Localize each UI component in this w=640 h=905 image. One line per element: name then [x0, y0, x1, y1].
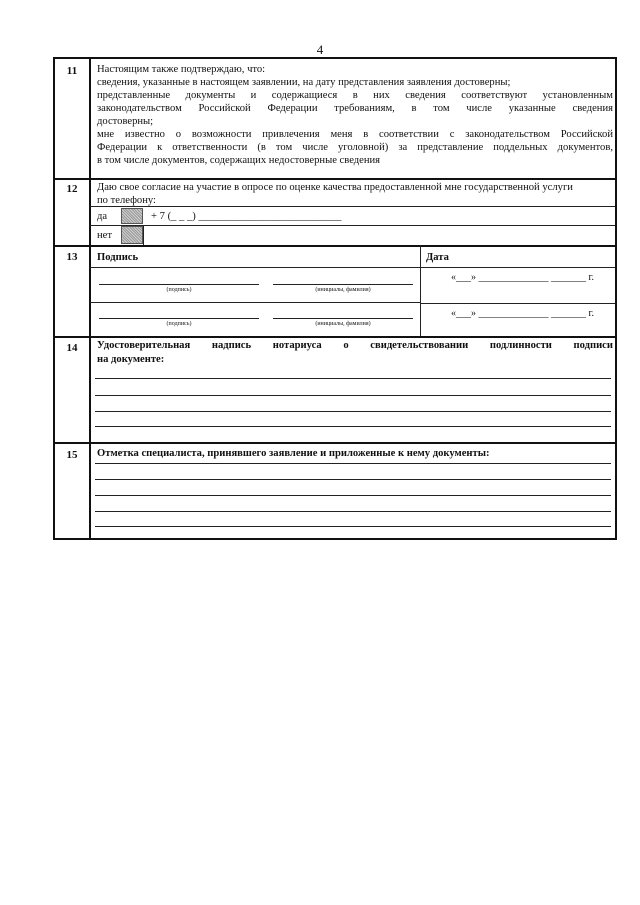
date-field-1[interactable]: «___» ______________ _______ г.	[451, 272, 594, 283]
row-divider-13-14	[55, 336, 615, 338]
row-number-12: 12	[66, 183, 78, 195]
signature-line-2[interactable]	[99, 318, 259, 319]
row11-line-6: мне известно о возможности привлечения меня в соответствии с законодательством Российской	[97, 129, 613, 140]
specialist-line-1[interactable]	[95, 463, 611, 464]
phone-yes-label: да	[97, 211, 108, 222]
notary-line-1[interactable]	[95, 378, 611, 379]
row11-line-2: сведения, указанные в настоящем заявлении, на дату представления заявления достоверны;	[97, 77, 511, 88]
signature-caption-2: (подпись)	[166, 321, 192, 327]
phone-no-checkbox[interactable]	[121, 226, 143, 244]
row11-line-5: достоверны;	[97, 116, 154, 127]
row13-header-line	[89, 267, 615, 268]
application-form-table	[53, 57, 617, 540]
row13-date-middle-line	[420, 303, 615, 304]
row12-no-divider	[143, 225, 144, 245]
row-number-15: 15	[66, 449, 78, 461]
row11-intro: Настоящим также подтверждаю, что:	[97, 64, 266, 75]
notary-inscription-title-2: на документе:	[97, 354, 165, 365]
date-header: Дата	[426, 252, 449, 263]
row-number-11: 11	[66, 65, 78, 77]
date-field-2[interactable]: «___» ______________ _______ г.	[451, 308, 594, 319]
phone-no-label: нет	[97, 230, 113, 241]
row-number-14: 14	[66, 342, 78, 354]
initials-caption-2: (инициалы, фамилия)	[315, 321, 371, 327]
row11-line-3: представленные документы и содержащиеся в них сведения соответствуют установленным	[97, 90, 613, 101]
specialist-line-3[interactable]	[95, 495, 611, 496]
notary-inscription-title: Удостоверительная надпись нотариуса о свидетельствовании подлинности подписи	[97, 340, 613, 351]
phone-number-field[interactable]: + 7 (_ _ _) ___________________________	[151, 211, 342, 222]
specialist-line-2[interactable]	[95, 479, 611, 480]
row11-line-8: в том числе документов, содержащих недостоверные сведения	[97, 155, 381, 166]
signature-date-divider	[420, 245, 421, 336]
row-divider-12-13	[55, 245, 615, 247]
row11-line-7: Федерации к ответственности (в том числе уголовной) за представление поддельных документов,	[97, 142, 613, 153]
notary-line-2[interactable]	[95, 395, 611, 396]
specialist-line-4[interactable]	[95, 511, 611, 512]
initials-caption-1: (инициалы, фамилия)	[315, 287, 371, 293]
row12-consent-text: Даю свое согласие на участие в опросе по оценке качества предоставленной мне государственной услуги	[97, 182, 573, 193]
specialist-line-5[interactable]	[95, 526, 611, 527]
number-column-divider	[89, 59, 91, 538]
row12-subdivider-2	[89, 225, 615, 226]
phone-yes-checkbox[interactable]	[121, 208, 143, 224]
signature-header: Подпись	[97, 252, 139, 263]
row11-line-4: законодательством Российской Федерации требованиям, в том числе указанные сведения	[97, 103, 613, 114]
notary-line-4[interactable]	[95, 426, 611, 427]
row12-subdivider-1	[89, 206, 615, 207]
row-number-13: 13	[66, 251, 78, 263]
row-divider-11-12	[55, 178, 615, 180]
initials-line-1[interactable]	[273, 284, 413, 285]
row12-consent-text-2: по телефону:	[97, 195, 156, 206]
signature-line-1[interactable]	[99, 284, 259, 285]
signature-caption-1: (подпись)	[166, 287, 192, 293]
row-divider-14-15	[55, 442, 615, 444]
specialist-mark-title: Отметка специалиста, принявшего заявление и приложенные к нему документы:	[97, 448, 490, 459]
initials-line-2[interactable]	[273, 318, 413, 319]
row13-middle-line	[89, 302, 420, 303]
notary-line-3[interactable]	[95, 411, 611, 412]
page-number: 4	[316, 42, 324, 57]
